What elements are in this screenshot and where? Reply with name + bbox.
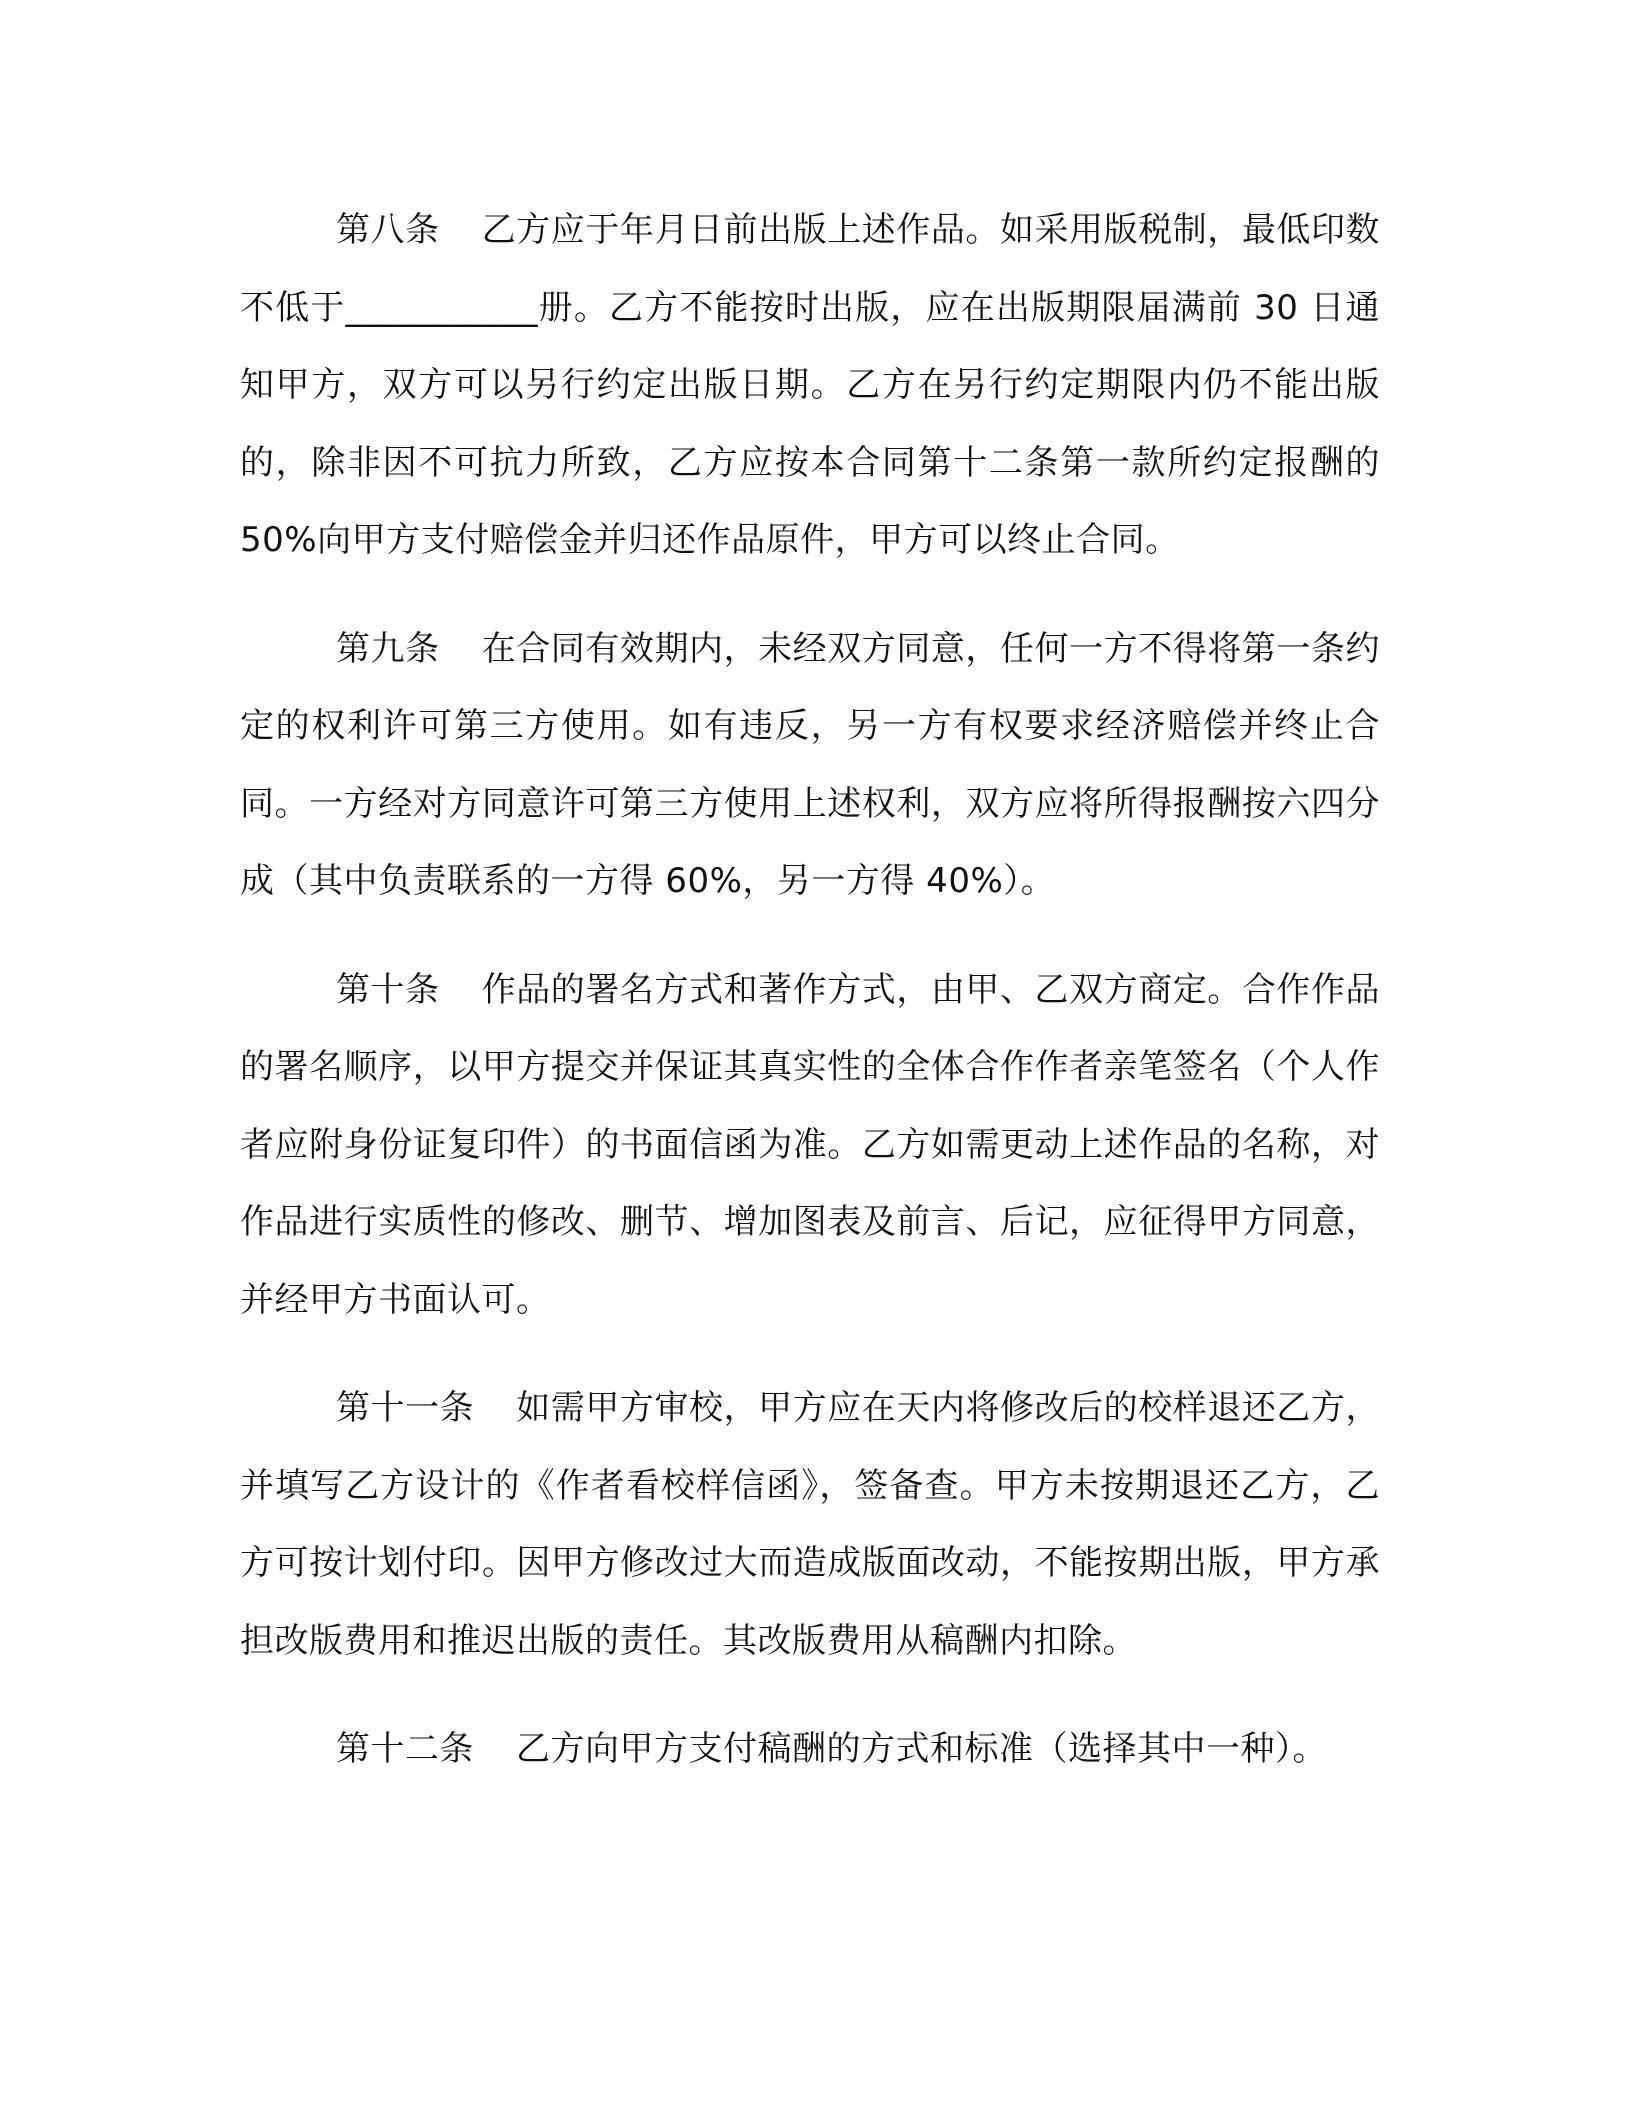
article-12-text: 乙方向甲方支付稿酬的方式和标准（选择其中一种）。: [516, 1729, 1327, 1769]
document-page: [240, 192, 1380, 1789]
article-10-paragraph: [240, 952, 1380, 1340]
article-8-paragraph: [240, 192, 1380, 580]
article-10-text: 作品的署名方式和著作方式，由甲、乙双方商定。合作作品的署名顺序，以甲方提交并保证其真实性的全体合作作者亲笔签名（个人作者应附身份证复印件）的书面信函为准。乙方如需更动上述作品的名称，对作品进行实质性的修改、删节、增加图表及前言、后记，应征得甲方同意，并经甲方书面认可。: [240, 969, 1380, 1320]
article-11-text: 如需甲方审校，甲方应在天内将修改后的校样退还乙方，并填写乙方设计的《作者看校样信函》，签备查。甲方未按期退还乙方，乙方可按计划付印。因甲方修改过大而造成版面改动，不能按期出版，甲方承担改版费用和推迟出版的责任。其改版费用从稿酬内扣除。: [240, 1388, 1381, 1661]
article-12-paragraph: [240, 1711, 1380, 1789]
article-10-label: 第十条: [336, 969, 440, 1010]
article-8-text: 乙方应于年月日前出版上述作品。如采用版税制，最低印数不低于___________册。乙方不能按时出版，应在出版期限届满前 30 日通知甲方，双方可以另行约定出版日期。乙方在另行约定期限内仍不能出版的，除非因不可抗力所致，乙方应按本合同第十二条第一款所约定报酬的 50%向甲方支付赔偿金并归还作品原件，甲方可以终止合同。: [240, 210, 1380, 560]
article-8-label: 第八条: [336, 210, 440, 250]
article-11-paragraph: [240, 1370, 1380, 1680]
article-11-label: 第十一条: [336, 1388, 475, 1428]
article-9-label: 第九条: [336, 628, 440, 669]
article-12-label: 第十二条: [336, 1729, 474, 1769]
article-9-text: 在合同有效期内，未经双方同意，任何一方不得将第一条约定的权利许可第三方使用。如有违反，另一方有权要求经济赔偿并终止合同。一方经对方同意许可第三方使用上述权利，双方应将所得报酬按六四分成（其中负责联系的一方得 60%，另一方得 40%）。: [240, 628, 1380, 901]
article-9-paragraph: [240, 611, 1380, 921]
